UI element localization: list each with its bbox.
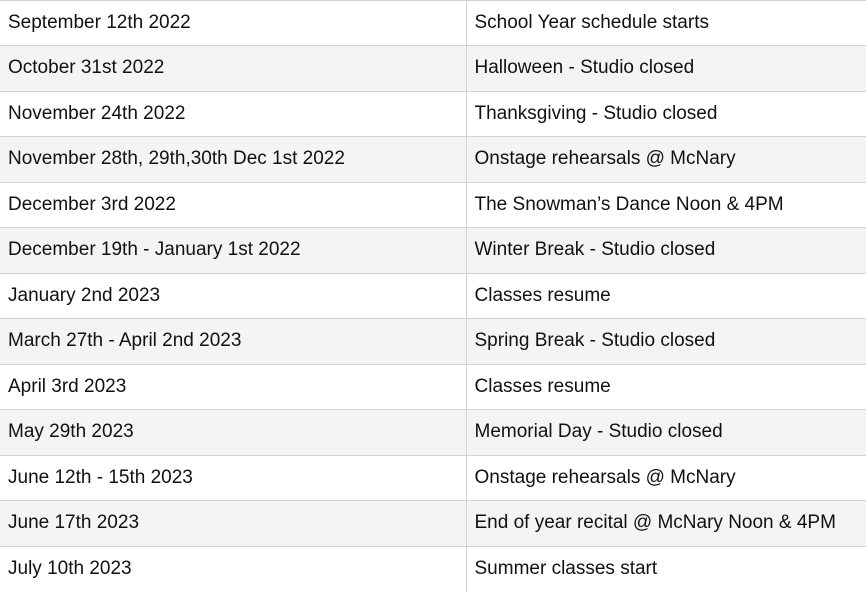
table-row xyxy=(0,46,866,92)
event-cell: School Year schedule starts xyxy=(466,1,866,46)
table-row xyxy=(0,364,866,410)
event-cell: Memorial Day - Studio closed xyxy=(466,410,866,456)
event-cell: Classes resume xyxy=(466,273,866,319)
table-row xyxy=(0,410,866,456)
schedule-table-body xyxy=(0,1,866,592)
table-row xyxy=(0,182,866,228)
event-cell: End of year recital @ McNary Noon & 4PM xyxy=(466,501,866,547)
date-cell: December 3rd 2022 xyxy=(0,182,466,228)
date-cell: October 31st 2022 xyxy=(0,46,466,92)
table-row xyxy=(0,1,866,46)
event-cell: Spring Break - Studio closed xyxy=(466,319,866,365)
date-cell: June 12th - 15th 2023 xyxy=(0,455,466,501)
table-row xyxy=(0,273,866,319)
date-cell: May 29th 2023 xyxy=(0,410,466,456)
date-cell: September 12th 2022 xyxy=(0,1,466,46)
table-row xyxy=(0,137,866,183)
date-cell: December 19th - January 1st 2022 xyxy=(0,228,466,274)
event-cell: Halloween - Studio closed xyxy=(466,46,866,92)
event-cell: Thanksgiving - Studio closed xyxy=(466,91,866,137)
event-cell: Onstage rehearsals @ McNary xyxy=(466,455,866,501)
table-row xyxy=(0,455,866,501)
event-cell: Onstage rehearsals @ McNary xyxy=(466,137,866,183)
event-cell: Summer classes start xyxy=(466,546,866,592)
date-cell: November 24th 2022 xyxy=(0,91,466,137)
date-cell: November 28th, 29th,30th Dec 1st 2022 xyxy=(0,137,466,183)
event-cell: The Snowman’s Dance Noon & 4PM xyxy=(466,182,866,228)
table-row xyxy=(0,319,866,365)
table-row xyxy=(0,501,866,547)
table-row xyxy=(0,91,866,137)
date-cell: July 10th 2023 xyxy=(0,546,466,592)
date-cell: April 3rd 2023 xyxy=(0,364,466,410)
table-row xyxy=(0,228,866,274)
table-row xyxy=(0,546,866,592)
event-cell: Winter Break - Studio closed xyxy=(466,228,866,274)
date-cell: January 2nd 2023 xyxy=(0,273,466,319)
date-cell: March 27th - April 2nd 2023 xyxy=(0,319,466,365)
event-cell: Classes resume xyxy=(466,364,866,410)
date-cell: June 17th 2023 xyxy=(0,501,466,547)
